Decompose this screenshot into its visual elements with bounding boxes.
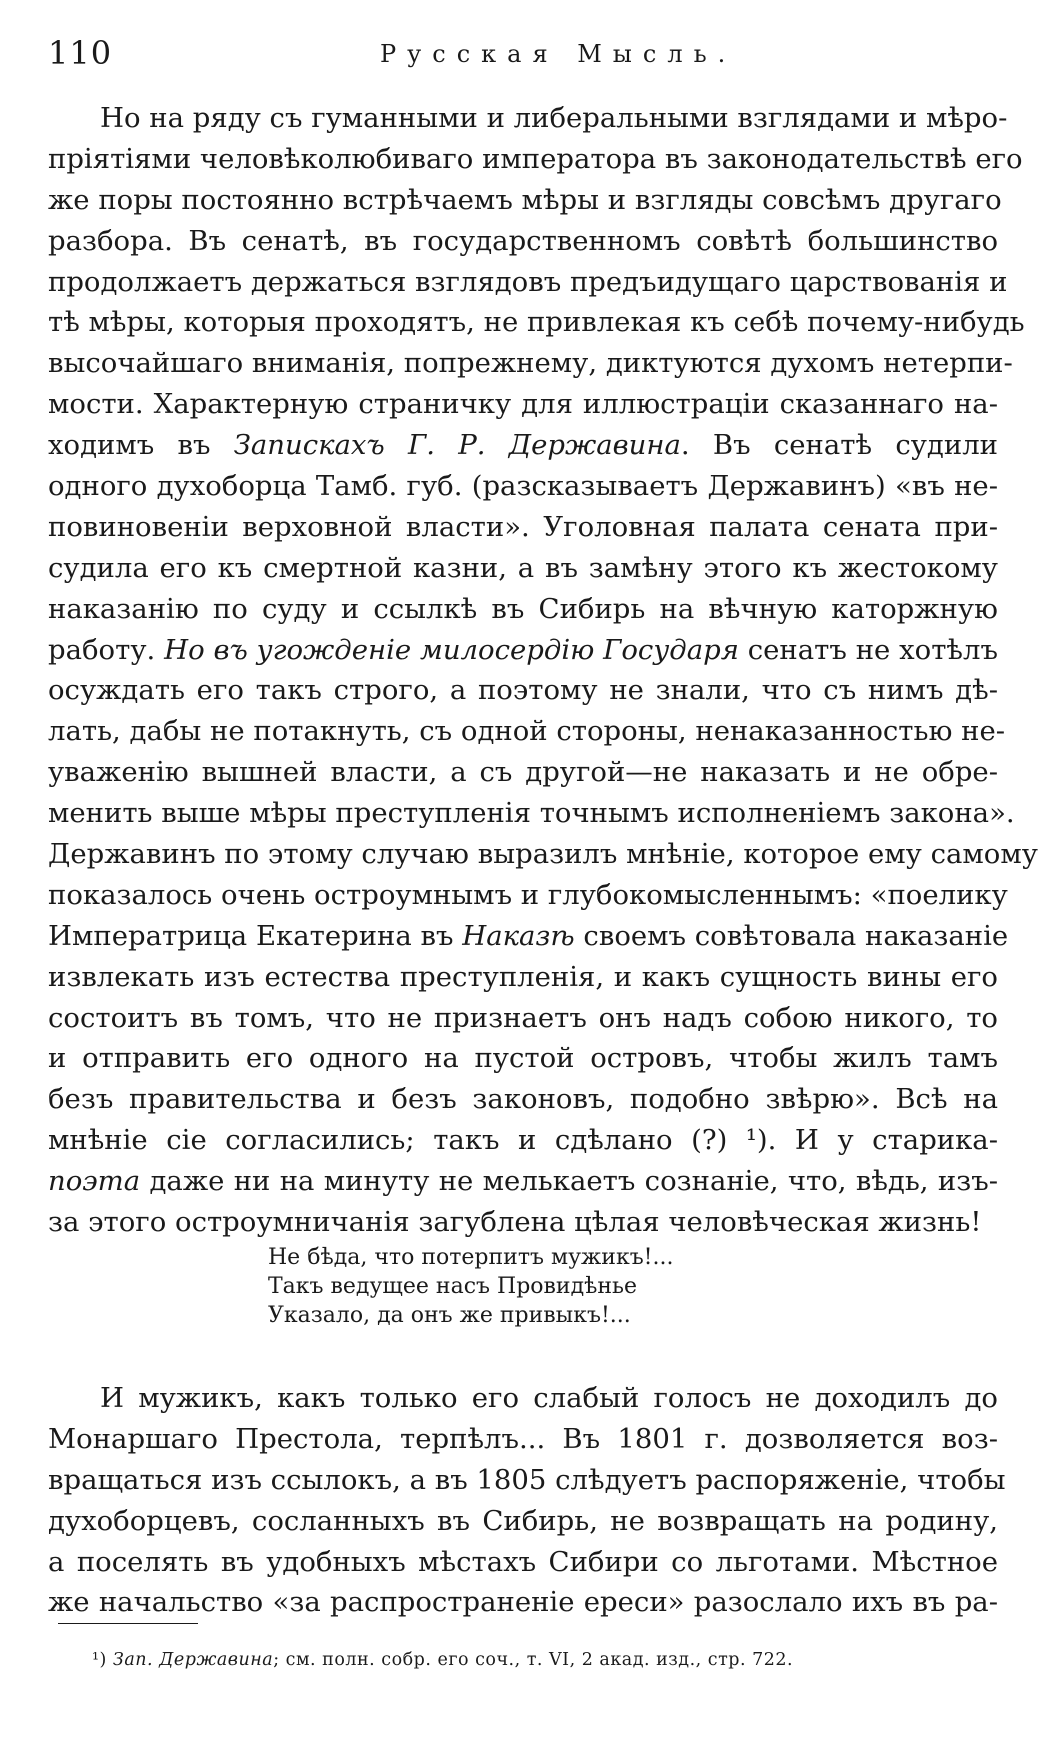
text-line [48,916,1009,957]
text-line: И мужикъ, какъ только его слабый голосъ не доходилъ до [100,1382,998,1414]
text-line: вращаться изъ ссылокъ, а въ 1805 слѣдуетъ распоряженіе, чтобы [48,1463,1006,1496]
text-line [48,262,1008,303]
line-text: наказанію по суду и ссылкѣ въ Сибирь на вѣчную каторжную [48,592,998,625]
text-line [48,670,998,711]
line-text: и отправить его одного на пустой островъ, чтобы жилъ тамъ [48,1042,998,1075]
text-line: Монаршаго Престола, терпѣлъ... Въ 1801 г. дозволяется воз- [48,1422,998,1455]
page-header [40,28,1001,78]
line-text: тѣ мѣры, которыя проходятъ, не привлекая къ себѣ почему-нибудь [48,306,1025,339]
text-line [48,1161,998,1202]
text-line: а поселять въ удобныхъ мѣстахъ Сибири со льготами. Мѣстное [48,1545,998,1578]
line-text: показалось очень остроумнымъ и глубокомысленнымъ: «поелику [48,878,1008,911]
italic-citation: поэта [48,1165,141,1198]
text-line [48,98,1008,139]
footnote-marker: ¹) [92,1650,107,1670]
text-line [48,1120,998,1161]
italic-citation: Наказѣ [462,919,575,952]
line-text: за этого остроумничанія загублена цѣлая человѣческая жизнь! [48,1206,982,1239]
text-line [48,1202,998,1243]
line-text: Императрица Екатерина въ [48,919,463,952]
line-text: разбора. Въ сенатѣ, въ государственномъ совѣтѣ большинство [48,224,998,257]
footnote-rule [58,1623,198,1624]
line-text: осуждать его такъ строго, а поэтому не знали, что съ нимъ дѣ- [48,674,998,707]
line-text: работу. [48,633,165,666]
line-text: мнѣніе сіе согласились; такъ и сдѣлано (?) ¹). И у старика- [48,1124,998,1157]
page-number: 110 [48,34,113,72]
text-line [48,507,998,548]
line-text: повиновеніи верховной власти». Уголовная палата сената при- [48,510,998,543]
line-text: извлекать изъ естества преступленія, и какъ сущность вины его [48,960,998,993]
text-line [48,834,1038,875]
text-line [48,343,1013,384]
text-line [48,957,998,998]
line-text: продолжаетъ держаться взглядовъ предъидущаго царствованія и [48,265,1008,298]
text-line [48,875,1008,916]
line-text: состоитъ въ томъ, что не признаетъ онъ надъ собою никого, то [48,1001,998,1034]
line-text: сенатъ не хотѣлъ [738,633,998,666]
line-text: пріятіями человѣколюбиваго императора въ законодательствѣ его [48,142,1023,175]
line-text: судила его къ смертной казни, а въ замѣну этого къ жестокому [48,551,998,584]
line-text: даже ни на минуту не мелькаетъ сознаніе, что, вѣдь, изъ- [140,1165,998,1198]
text-line [48,221,998,262]
text-line [48,302,1025,343]
line-text: . Въ сенатѣ судили [680,429,998,462]
text-line [48,589,998,630]
footnote [92,1650,793,1670]
line-text: уваженію вышней власти, а съ другой—не наказать и не обре- [48,756,998,789]
verse-line: Такъ ведущее насъ Провидѣнье [268,1274,638,1299]
main-paragraph-2 [48,1378,1006,1623]
text-line [48,180,1002,221]
italic-citation: Но въ угожденіе милосердію Государя [164,633,739,666]
line-text: одного духоборца Тамб. губ. (разсказываетъ Державинъ) «въ не- [48,470,998,503]
line-text: менить выше мѣры преступленія точнымъ исполненіемъ закона». [48,797,1015,830]
line-text: же поры постоянно встрѣчаемъ мѣры и взгляды совсѣмъ другаго [48,183,1002,216]
line-text: лать, дабы не потакнуть, съ одной стороны, ненаказанностью не- [48,715,1006,748]
line-text: своемъ совѣтовала наказаніе [574,919,1009,952]
line-text: высочайшаго вниманія, попрежнему, диктуются духомъ нетерпи- [48,347,1013,380]
text-line [48,711,1006,752]
verse-line: Указало, да онъ же привыкъ!... [268,1303,631,1328]
italic-citation: Запискахъ Г. Р. Державина [233,429,681,462]
text-line [48,425,998,466]
main-paragraph-1 [48,98,1038,1243]
verse-line: Не бѣда, что потерпитъ мужикъ!... [268,1245,674,1270]
line-text: Но на ряду съ гуманными и либеральными взглядами и мѣро- [100,102,1008,134]
text-line [48,752,998,793]
text-line [48,630,998,671]
line-text: безъ правительства и безъ законовъ, подобно звѣрю». Всѣ на [48,1083,998,1116]
text-line [48,384,998,425]
text-line [48,1079,998,1120]
line-text: мости. Характерную страничку для иллюстраціи сказаннаго на- [48,388,998,421]
verse-quote [268,1243,674,1330]
text-line: же начальство «за распространеніе ереси» разослало ихъ въ ра- [48,1586,998,1619]
line-text: Державинъ по этому случаю выразилъ мнѣніе, которое ему самому [48,838,1038,871]
footnote-text: ; см. полн. собр. его соч., т. VI, 2 акад. изд., стр. 722. [273,1650,794,1670]
line-text: ходимъ въ [48,429,234,462]
running-head: Русская Мысль. [380,40,737,68]
text-line: духоборцевъ, сосланныхъ въ Сибирь, не возвращать на родину, [48,1504,998,1537]
text-line [48,998,998,1039]
text-line [48,1038,998,1079]
footnote-source: Зап. Державина [112,1650,274,1670]
text-line [48,466,998,507]
text-line [48,139,1023,180]
text-line [48,793,1015,834]
text-line [48,548,998,589]
